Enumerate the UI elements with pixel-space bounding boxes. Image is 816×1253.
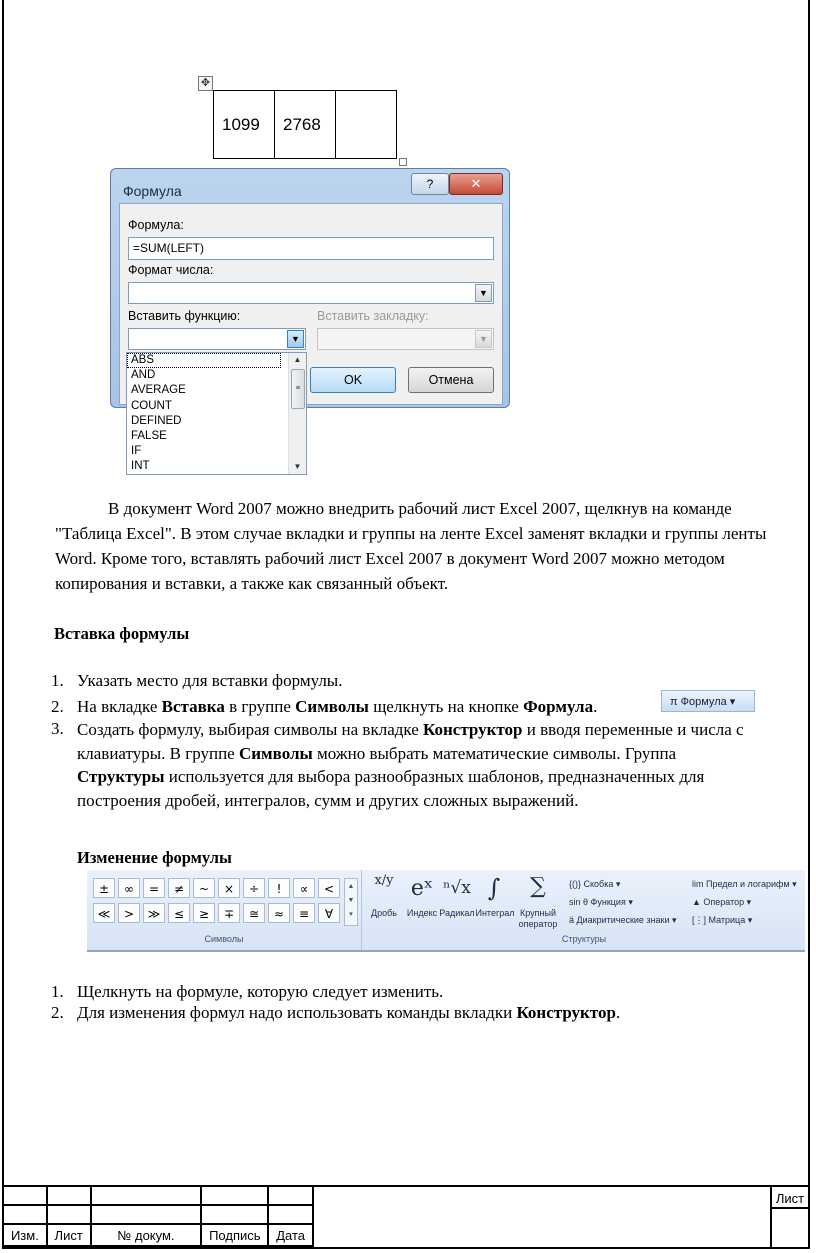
scroll-thumb[interactable]: ≡ [291,369,305,409]
signature-label: Подпись [201,1224,268,1246]
list-text: Указать место для вставки формулы. [77,671,343,690]
list-text: Для изменения формул надо использовать команды вкладки Конструктор. [77,1003,621,1022]
doc-number-label: № докум. [91,1224,202,1246]
symbol-button[interactable]: ≡ [293,903,315,923]
fraction-button[interactable]: Дробь [371,908,397,918]
symbol-button[interactable]: ≠ [168,878,190,898]
formula-input[interactable]: =SUM(LEFT) [128,237,494,260]
dialog-title: Формула [123,183,182,199]
fraction-icon: x/y [374,873,394,888]
function-list[interactable] [126,352,307,475]
scroll-down-icon[interactable]: ▼ [293,462,302,471]
symbol-button[interactable]: ~ [193,878,215,898]
symbol-button[interactable]: ÷ [243,878,265,898]
chevron-down-icon: ▼ [475,330,492,348]
cancel-button[interactable]: Отмена [408,367,494,393]
list-item[interactable]: ABS [127,353,281,368]
list-text: Щелкнуть на формуле, которую следует изменить. [77,982,444,1001]
symbol-button[interactable]: ≤ [168,903,190,923]
table-cell[interactable]: 1099 [214,91,275,159]
matrix-button[interactable]: [⋮] Матрица ▾ [692,915,753,925]
table-resize-handle[interactable] [399,158,407,166]
formula-button-image: π Формула ▾ [661,690,755,712]
date-label: Дата [268,1224,313,1246]
operator-button[interactable]: ▲ Оператор ▾ [692,897,752,907]
sheet-label: Лист [775,1191,805,1206]
chevron-down-icon[interactable]: ▼ [475,284,492,302]
section-heading-edit-formula: Изменение формулы [77,848,232,867]
large-operator-button[interactable]: Крупный оператор [518,908,558,929]
list-text: На вкладке Вставка в группе Символы щелкнуть на кнопке Формула. [77,697,598,716]
accent-button[interactable]: ä Диакритические знаки ▾ [569,915,677,925]
ok-button[interactable]: OK [310,367,396,393]
ribbon-design-tab [87,870,805,952]
scroll-up-icon[interactable]: ▲ [293,355,302,364]
symbol-button[interactable]: ∝ [293,878,315,898]
close-button[interactable]: ✕ [449,173,503,195]
sheet-divider [772,1207,808,1209]
list-number: 2. [51,697,64,716]
table-cell[interactable] [336,91,397,159]
symbol-button[interactable]: ∓ [218,903,240,923]
title-block [2,1185,810,1249]
table-cell[interactable]: 2768 [275,91,336,159]
integral-button[interactable]: Интеграл [475,908,515,918]
insert-function-select[interactable] [128,328,306,350]
symbol-button[interactable]: ∀ [318,903,340,923]
symbols-scroll[interactable]: ▲ ▼ ▾ [344,878,358,926]
izm-label: Изм. [3,1224,47,1246]
symbol-button[interactable]: ≈ [268,903,290,923]
section-heading-insert-formula: Вставка формулы [54,624,190,643]
list-label: Лист [47,1224,91,1246]
insert-function-label: Вставить функцию: [128,309,241,323]
body-paragraph: В документ Word 2007 можно внедрить рабочий лист Excel 2007, щелкнув на команде "Таблица Excel". В этом случае вкладки и группы на ленте Excel заменят вкладки и группы ленты Word. Кроме того, вставлять рабочий лист Excel 2007 в документ Word 2007 можно методом копирования и вставки, а также как связанный объект. [55,499,767,593]
symbol-button[interactable]: = [143,878,165,898]
title-block-grid [2,1185,314,1247]
script-button[interactable]: Индекс [406,908,438,918]
symbol-button[interactable]: < [318,878,340,898]
script-icon: eˣ [410,876,434,901]
bracket-button[interactable]: {()} Скобка ▾ [569,879,621,889]
integral-icon: ∫ [487,874,501,902]
symbol-button[interactable]: ∞ [118,878,140,898]
symbols-group [87,870,362,950]
large-operator-icon: ∑ [530,874,546,899]
structures-group [363,870,805,950]
formula-label: Формула: [128,218,184,232]
list-number: 3. [51,719,64,738]
sheet-cell [770,1185,810,1249]
function-button[interactable]: sin θ Функция ▾ [569,897,633,907]
title-field [312,1185,772,1249]
list-scrollbar[interactable] [288,353,306,474]
symbol-button[interactable]: > [118,903,140,923]
list-item[interactable]: INT [131,460,150,473]
list-number: 1. [51,982,64,1001]
word-table [213,90,397,159]
symbol-button[interactable]: ≫ [143,903,165,923]
insert-bookmark-select [317,328,494,350]
radical-button[interactable]: Радикал [439,908,475,918]
chevron-down-icon[interactable]: ▼ [287,330,304,348]
symbol-button[interactable]: ≅ [243,903,265,923]
symbols-group-label: Символы [204,934,244,944]
symbol-button[interactable]: ≪ [93,903,115,923]
help-button[interactable]: ? [411,173,449,195]
limit-log-button[interactable]: lim Предел и логарифм ▾ [692,879,797,889]
list-item[interactable]: COUNT [131,399,172,412]
radical-icon: ⁿ√x [443,878,471,898]
structures-group-label: Структуры [561,934,607,944]
list-number: 2. [51,1003,64,1022]
list-item[interactable]: AVERAGE [131,384,186,397]
symbol-button[interactable]: ! [268,878,290,898]
list-item[interactable]: AND [131,369,156,382]
symbol-button[interactable]: ≥ [193,903,215,923]
list-item[interactable]: IF [131,445,142,458]
number-format-select[interactable] [128,282,494,304]
list-number: 1. [51,671,64,690]
list-item[interactable]: DEFINED [131,414,182,427]
insert-bookmark-label: Вставить закладку: [317,309,429,323]
symbol-button[interactable]: × [218,878,240,898]
symbol-button[interactable]: ± [93,878,115,898]
table-move-handle-icon[interactable]: ✥ [198,76,213,91]
list-text: Создать формулу, выбирая символы на вкладке Конструктор и вводя переменные и числа с клавиатуры. В группе Символы можно выбрать математические символы. Группа Структуры используется для выбора разнообразных шаблонов, предназначенных для построения дробей, интегралов, сумм и других сложных выражений. [77,720,744,810]
number-format-label: Формат числа: [128,263,214,277]
list-item[interactable]: FALSE [131,429,167,442]
